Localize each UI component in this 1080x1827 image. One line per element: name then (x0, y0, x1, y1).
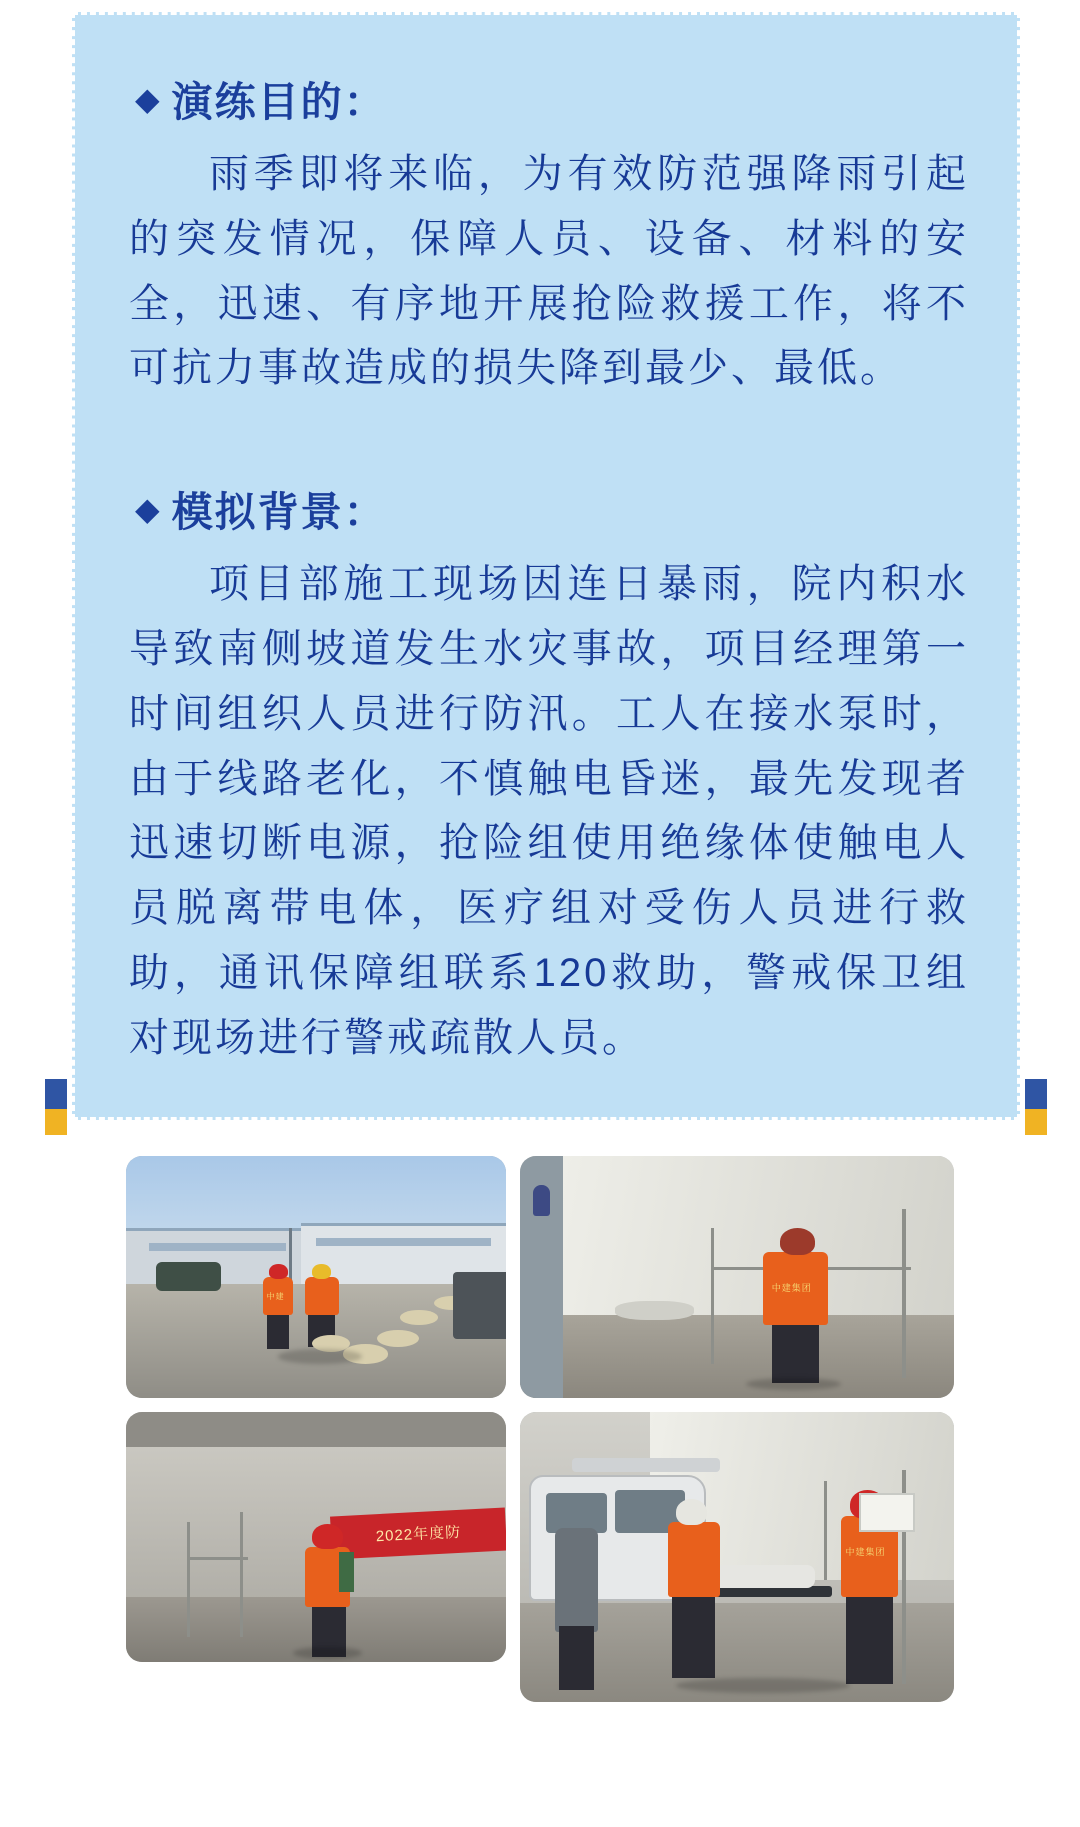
section-heading-purpose-label: 演练目的： (171, 79, 387, 125)
photo-row-1 (0, 1156, 1080, 1398)
photo-gallery (0, 1120, 1080, 1740)
photo-row-2 (0, 1412, 1080, 1702)
photo-sandbag-outdoor: 中建 (126, 1156, 506, 1398)
vest-label: 中建集团 (845, 1546, 886, 1557)
section-heading-background (135, 479, 975, 538)
decorative-tab-left-blue (45, 1079, 67, 1109)
drill-banner-text: 2022年度防 (375, 1523, 462, 1545)
diamond-bullet-icon: ◆ (135, 80, 162, 117)
drill-banner (330, 1507, 506, 1559)
diamond-bullet-icon: ◆ (135, 490, 162, 527)
photo-banner-drill (126, 1412, 506, 1662)
photo-stretcher-rescue (520, 1412, 954, 1702)
section-heading-background-label: 模拟背景： (171, 489, 387, 536)
section-heading-purpose (135, 69, 975, 128)
section-body-background: 项目部施工现场因连日暴雨，院内积水导致南侧坡道发生水灾事故，项目经理第一时间组织人员进行防汛。工人在接水泵时，由于线路老化，不慎触电昏迷，最先发现者迅速切断电源，抢险组使用绝缘体使触电人员脱离带电体，医疗组对受伤人员进行救助，通讯保障组联系120救助，警戒保卫组对现场进行警戒疏散人员。 (129, 562, 969, 1060)
photo-worker-tunnel: 中建集团 (520, 1156, 954, 1398)
section-spacer (117, 401, 975, 479)
text-card (72, 12, 1020, 1120)
section-body-purpose: 雨季即将来临，为有效防范强降雨引起的突发情况，保障人员、设备、材料的安全，迅速、有序地开展抢险救援工作，将不可抗力事故造成的损失降到最少、最低。 (129, 152, 969, 391)
decorative-tab-right-blue (1025, 1079, 1047, 1109)
